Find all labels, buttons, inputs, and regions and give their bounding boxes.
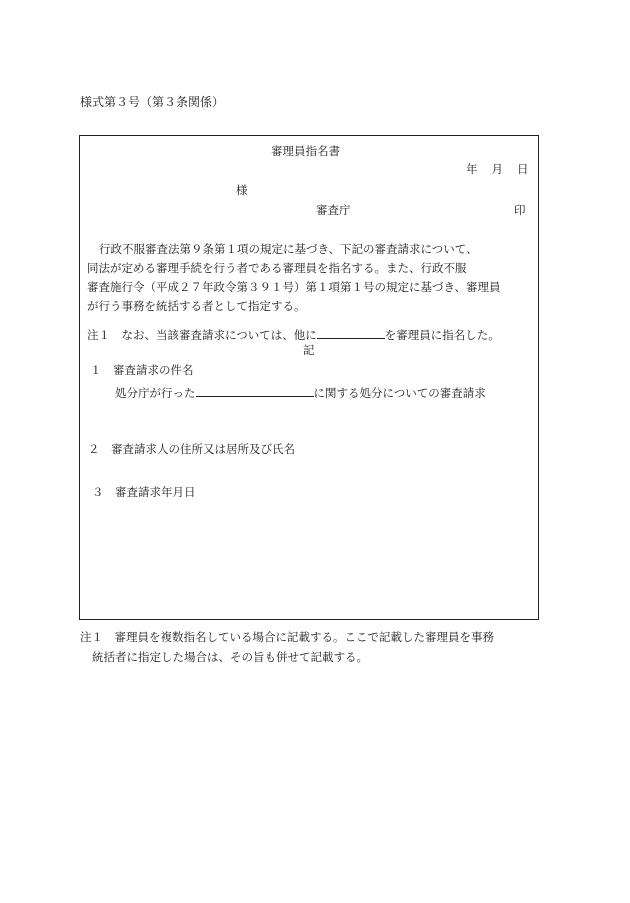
- form-number-label: 様式第３号（第３条関係）: [80, 95, 225, 109]
- item-3-title: ３ 審査請求年月日: [92, 485, 196, 499]
- ki-heading: 記: [303, 343, 315, 357]
- footnote-line-2: 統括者に指定した場合は、その旨も併せて記載する。: [92, 650, 368, 664]
- seal-mark: 印: [514, 203, 526, 217]
- reviewer-name-blank: [317, 327, 385, 339]
- footnote-line-1: 注１ 審理員を複数指名している場合に記載する。ここで記載した審理員を事務: [80, 630, 494, 644]
- document-frame: [79, 135, 539, 620]
- body-line-4: が行う事務を統括する者として指定する。: [87, 299, 306, 313]
- issuer-agency: 審査庁: [316, 203, 351, 217]
- body-line-2: 同法が定める審理手続を行う者である審理員を指名する。また、行政不服: [87, 261, 467, 275]
- item-1-prefix: 処分庁が行った: [115, 386, 196, 400]
- item-2-title: ２ 審査請求人の住所又は居所及び氏名: [88, 442, 295, 456]
- note-1-prefix: 注１ なお、当該審査請求については、他に: [87, 328, 317, 342]
- date-month: 月: [491, 162, 503, 176]
- addressee-suffix: 様: [236, 183, 248, 197]
- date-year: 年: [466, 162, 478, 176]
- document-title: 審理員指名書: [271, 144, 340, 158]
- item-1-title: １ 審査請求の件名: [90, 363, 194, 377]
- date-day: 日: [517, 162, 529, 176]
- item-1-detail: [115, 385, 486, 400]
- body-line-3: 審査施行令（平成２７年政令第３９１号）第１項第１号の規定に基づき、審理員: [87, 280, 501, 294]
- body-paragraph: [87, 240, 533, 316]
- item-1-suffix: に関する処分についての審査請求: [313, 386, 486, 400]
- note-1-suffix: を審理員に指名した。: [384, 328, 500, 342]
- note-1: [87, 327, 500, 342]
- body-line-1: 行政不服審査法第９条第１項の規定に基づき、下記の審査請求について、: [99, 242, 478, 256]
- date-line: [466, 164, 529, 176]
- disposition-blank: [196, 385, 314, 397]
